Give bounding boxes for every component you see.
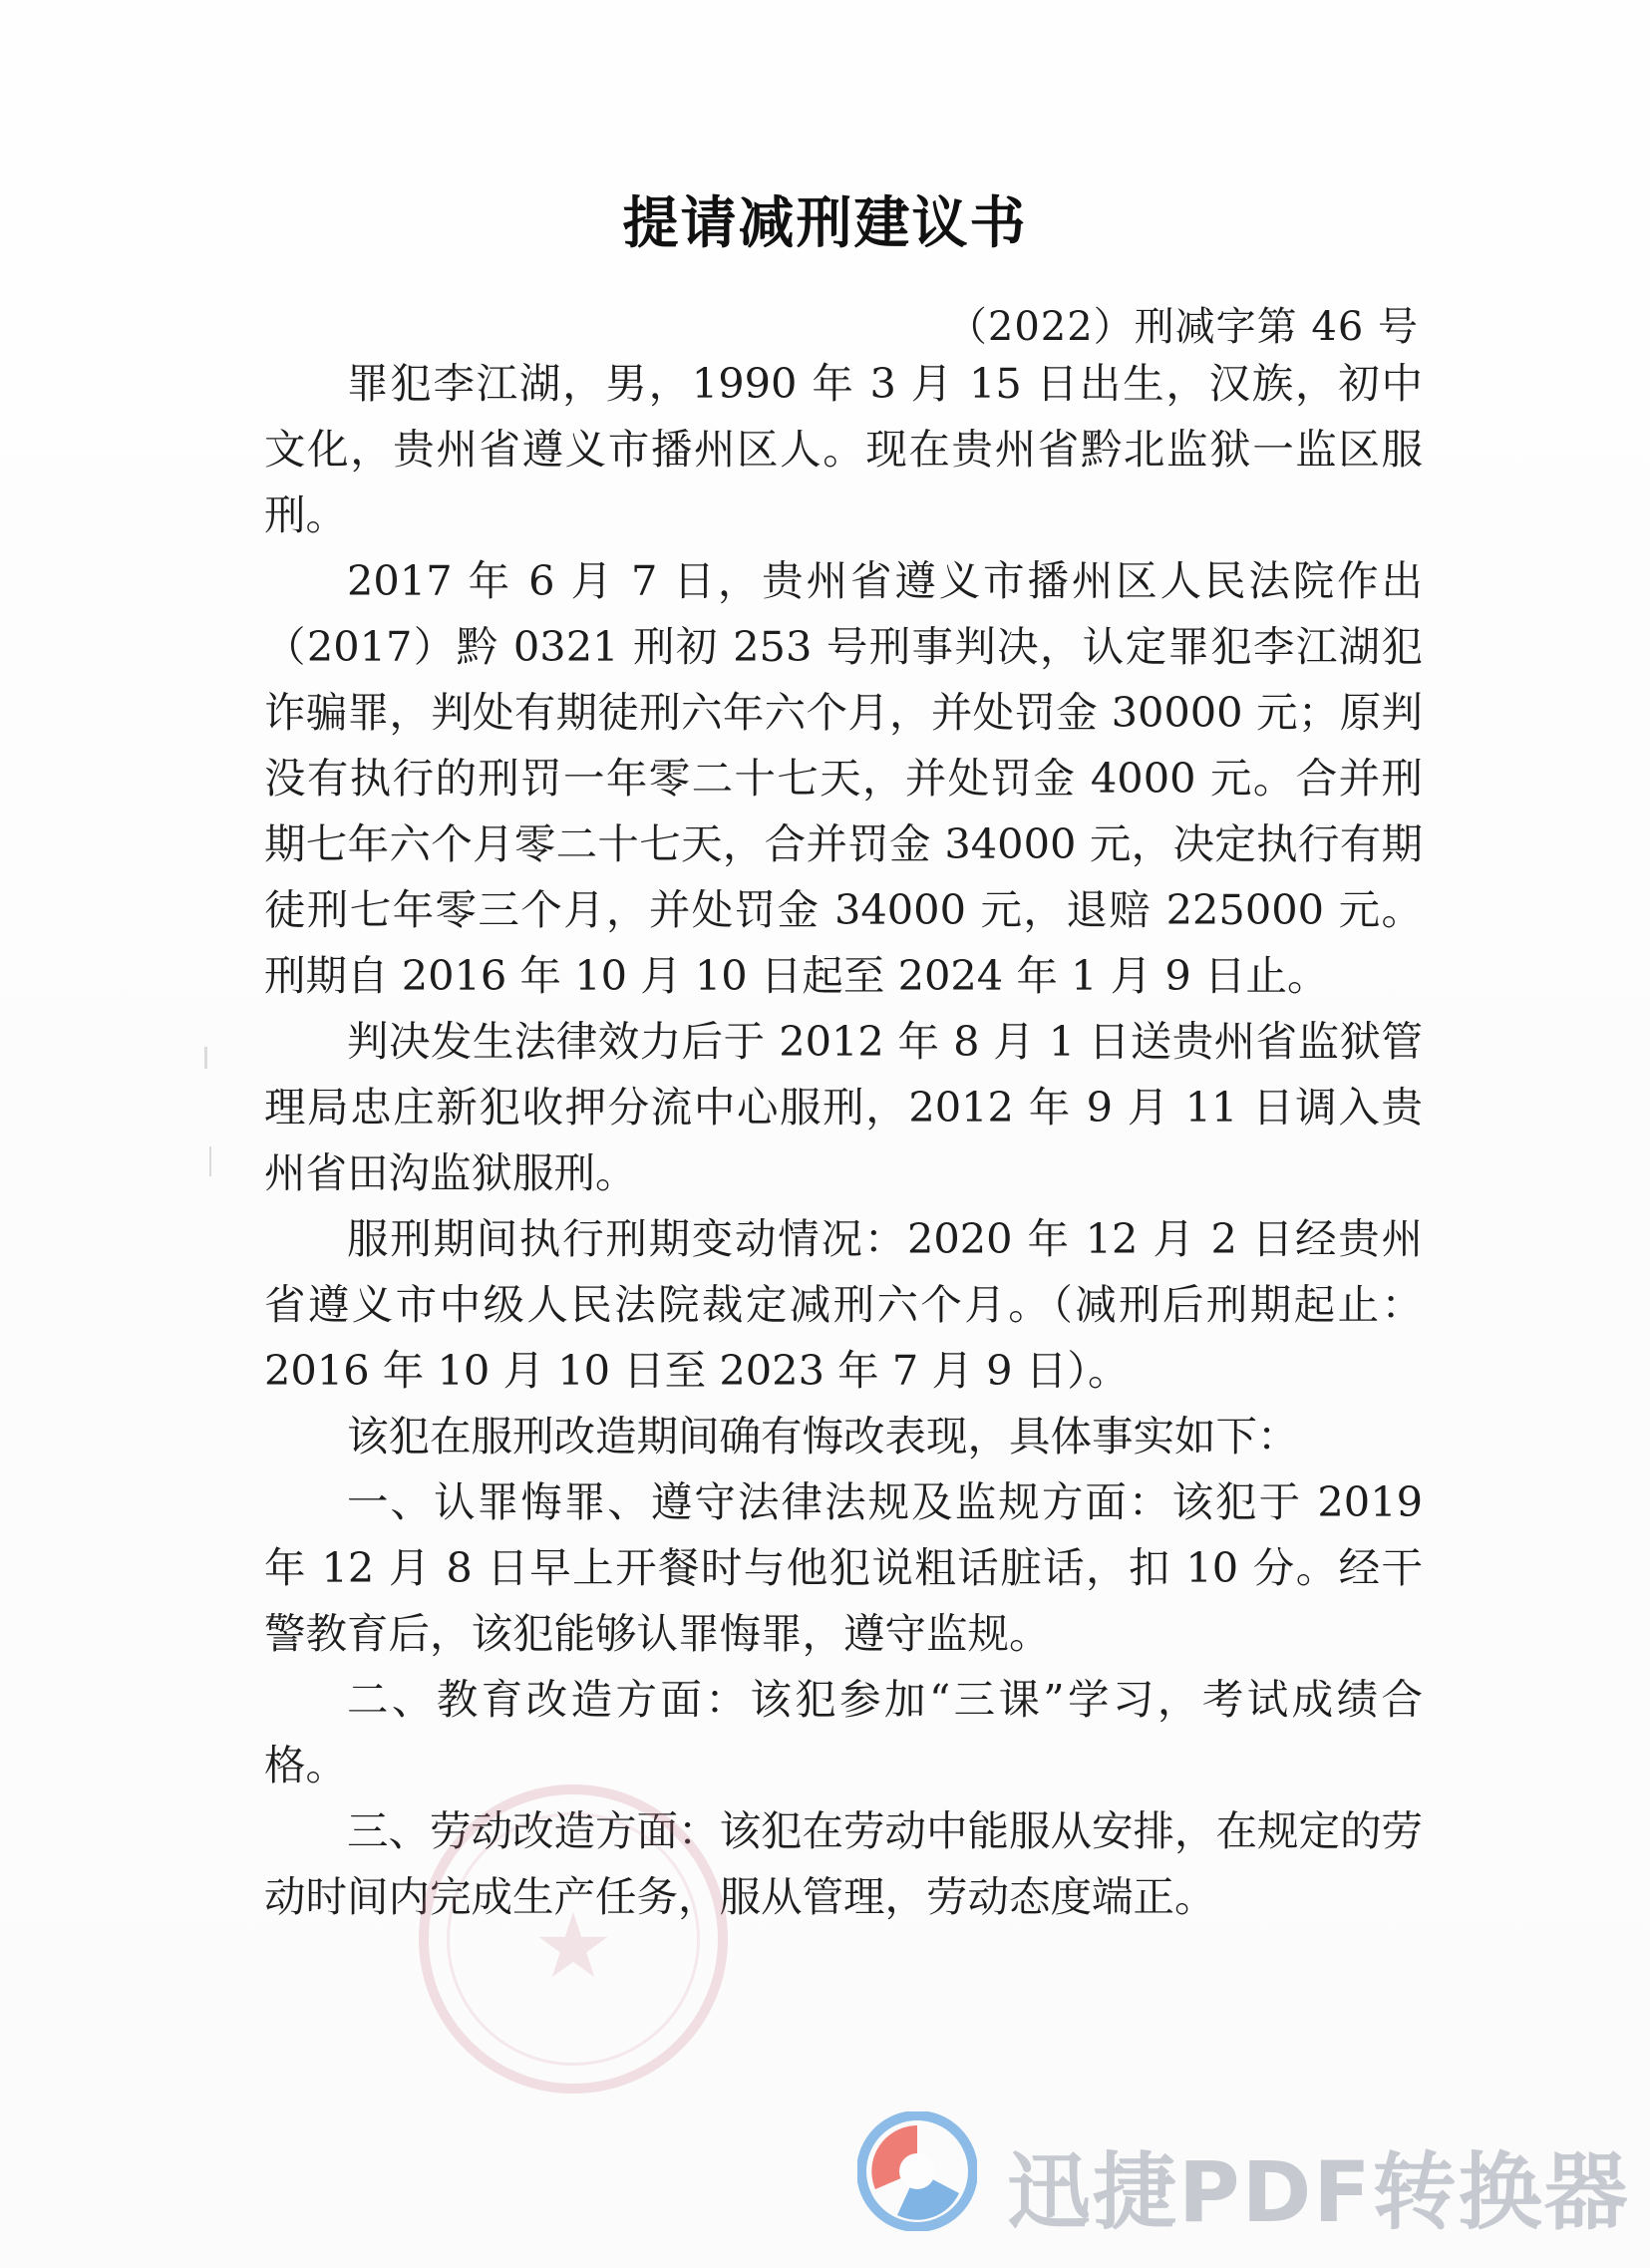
official-seal-stamp bbox=[419, 1784, 728, 2094]
paragraph-sentence-change: 服刑期间执行刑期变动情况：2020 年 12 月 2 日经贵州省遵义市中级人民法院裁定减刑六个月。（减刑后刑期起止：2016 年 10 月 10 日至 2023 年 7 月 9 日）。 bbox=[264, 1214, 1423, 1395]
scan-speck bbox=[209, 1146, 211, 1176]
paragraph-discipline: 一、认罪悔罪、遵守法律法规及监规方面：该犯于 2019 年 12 月 8 日早上开餐时与他犯说粗话脏话，扣 10 分。经干警教育后，该犯能够认罪悔罪，遵守监规。 bbox=[264, 1477, 1423, 1658]
watermark-text: 迅捷PDF转换器 bbox=[1007, 2143, 1630, 2241]
paragraph-judgment: 2017 年 6 月 7 日，贵州省遵义市播州区人民法院作出（2017）黔 0321 刑初 253 号刑事判决，认定罪犯李江湖犯诈骗罪，判处有期徒刑六年六个月，并处罚金 30000 元；原判没有执行的刑罚一年零二十七天，并处罚金 4000 元。合并刑期七年六个月零二十七天，合并罚金 34000 元，决定执行有期徒刑七年零三个月，并处罚金 34000 元，退赔 225000 元。刑期自 2016 年 10 月 10 日起至 2024 年 1 月 9 日止。 bbox=[264, 556, 1423, 1000]
document-title: 提请减刑建议书 bbox=[622, 191, 1028, 256]
document-number: （2022）刑减字第 46 号 bbox=[946, 304, 1419, 350]
paragraph-repentance-intro: 该犯在服刑改造期间确有悔改表现，具体事实如下： bbox=[347, 1412, 1299, 1460]
document-body bbox=[264, 351, 1423, 1930]
swirl-logo-icon bbox=[857, 2111, 977, 2231]
converter-watermark bbox=[857, 2104, 1630, 2243]
paragraph-education: 二、教育改造方面：该犯参加“三课”学习，考试成绩合格。 bbox=[264, 1675, 1423, 1789]
paragraph-labor: 三、劳动改造方面：该犯在劳动中能服从安排，在规定的劳动时间内完成生产任务，服从管理，劳动态度端正。 bbox=[264, 1806, 1424, 1921]
scan-speck bbox=[204, 1047, 207, 1069]
paragraph-criminal-info: 罪犯李江湖，男，1990 年 3 月 15 日出生，汉族，初中文化，贵州省遵义市播州区人。现在贵州省黔北监狱一监区服刑。 bbox=[264, 359, 1423, 539]
paragraph-custody: 判决发生法律效力后于 2012 年 8 月 1 日送贵州省监狱管理局忠庄新犯收押分流中心服刑，2012 年 9 月 11 日调入贵州省田沟监狱服刑。 bbox=[264, 1017, 1423, 1197]
seal-star-icon: ★ bbox=[532, 1894, 614, 1999]
